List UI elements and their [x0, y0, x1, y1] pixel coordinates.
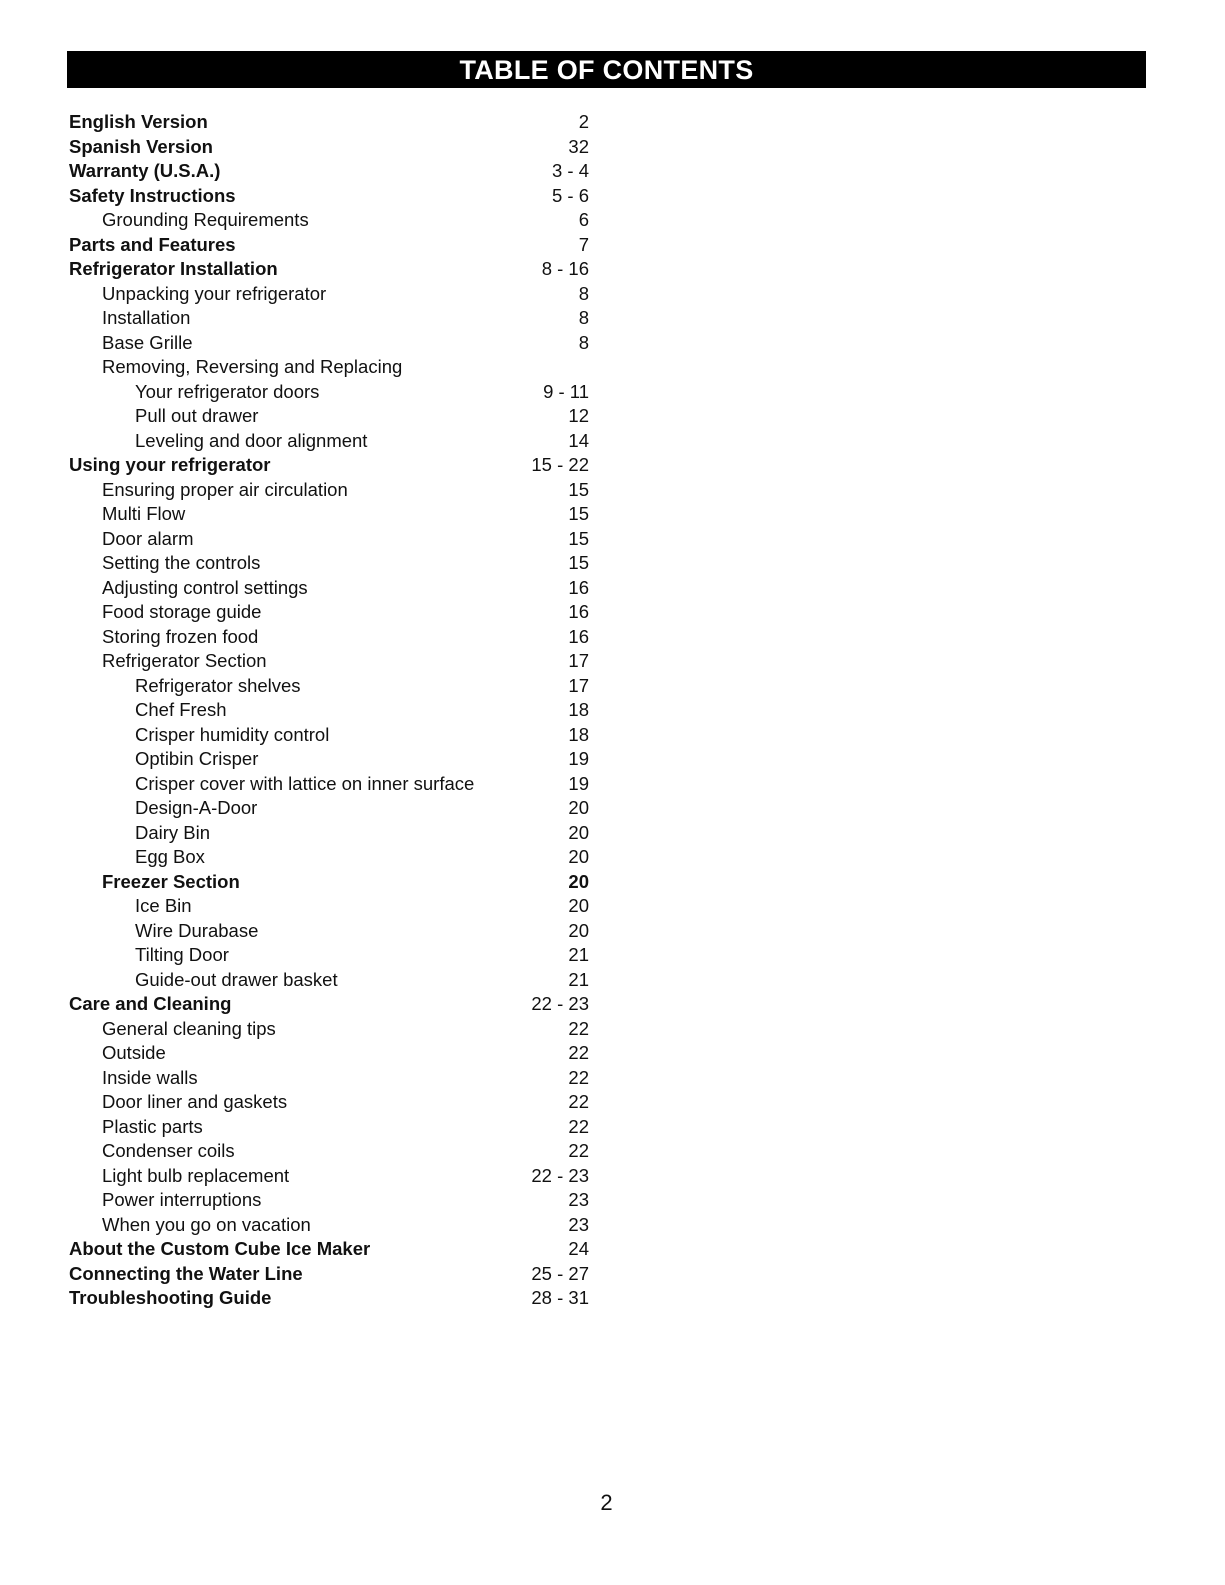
toc-entry-page: 20 [568, 870, 589, 892]
toc-entry-label: Chef Fresh [135, 699, 227, 720]
toc-entry-page: 25 - 27 [531, 1262, 589, 1284]
toc-entry-page: 20 [568, 895, 589, 916]
toc-entry-page: 21 [568, 968, 589, 990]
toc-entry-label: Egg Box [135, 846, 205, 867]
toc-entry-page: 15 [568, 552, 589, 573]
toc-entry [69, 1213, 589, 1238]
toc-entry [69, 821, 589, 846]
toc-entry [69, 282, 589, 307]
toc-entry-label: Unpacking your refrigerator [102, 282, 327, 304]
toc-entry-page: 22 [568, 1066, 589, 1088]
toc-entry [69, 478, 589, 503]
toc-entry-page: 20 [568, 919, 589, 941]
toc-entry [69, 306, 589, 331]
toc-entry [69, 110, 589, 135]
toc-entry-page: 5 - 6 [551, 184, 589, 206]
toc-entry-label: Parts and Features [69, 233, 236, 255]
toc-entry-page: 17 [568, 650, 589, 671]
toc-entry-label: Adjusting control settings [102, 576, 308, 598]
toc-entry [69, 698, 589, 723]
toc-entry-label: Design-A-Door [135, 797, 258, 818]
toc-entry-label: Connecting the Water Line [69, 1262, 303, 1284]
toc-entry [69, 551, 589, 576]
toc-entry [69, 404, 589, 429]
toc-entry [69, 355, 589, 380]
toc-entry-label: Removing, Reversing and Replacing [102, 356, 403, 377]
toc-entry-label: Installation [102, 307, 191, 328]
toc-entry-page: 3 - 4 [551, 160, 589, 181]
toc-entry [69, 600, 589, 625]
toc-entry-page: 22 [568, 1140, 589, 1161]
toc-entry-label: Leveling and door alignment [135, 429, 368, 451]
toc-entry-page: 23 [568, 1213, 589, 1235]
toc-entry-label: Tilting Door [135, 944, 229, 965]
toc-entry-page: 28 - 31 [531, 1287, 589, 1308]
toc-entry [69, 576, 589, 601]
toc-entry-page: 18 [568, 699, 589, 720]
toc-entry-label: Optibin Crisper [135, 748, 259, 769]
toc-entry-label: Your refrigerator doors [135, 380, 320, 402]
toc-entry-page: 22 [568, 1091, 589, 1112]
toc-entry-label: Care and Cleaning [69, 993, 232, 1014]
toc-entry [69, 1115, 589, 1140]
toc-entry-page: 16 [568, 625, 589, 647]
toc-entry-label: Using your refrigerator [69, 454, 271, 475]
toc-entry-label: Condenser coils [102, 1140, 235, 1161]
toc-entry-page: 20 [568, 846, 589, 867]
toc-entry-page: 22 - 23 [531, 993, 589, 1014]
toc-entry [69, 649, 589, 674]
toc-entry-page: 22 - 23 [531, 1164, 589, 1186]
toc-entry [69, 919, 589, 944]
toc-entry-label: Safety Instructions [69, 184, 236, 206]
toc-entry-label: Guide-out drawer basket [135, 968, 338, 990]
toc-entry [69, 1139, 589, 1164]
toc-entry-label: Multi Flow [102, 503, 186, 524]
toc-entry [69, 135, 589, 160]
toc-entry-page: 8 [578, 282, 589, 304]
toc-entry-page: 18 [568, 723, 589, 745]
toc-entry-page: 23 [568, 1189, 589, 1210]
toc-entry-label: About the Custom Cube Ice Maker [69, 1238, 371, 1259]
toc-entry [69, 1262, 589, 1287]
toc-entry-page: 22 [568, 1042, 589, 1063]
toc-entry [69, 159, 589, 184]
toc-entry-label: English Version [69, 111, 208, 132]
toc-entry [69, 184, 589, 209]
toc-entry-page: 12 [568, 405, 589, 426]
toc-entry [69, 1164, 589, 1189]
toc-entry-label: Refrigerator Installation [69, 258, 278, 279]
toc-entry [69, 723, 589, 748]
toc-entry-page: 14 [568, 429, 589, 451]
toc-entry [69, 1188, 589, 1213]
toc-entry-page: 9 - 11 [543, 380, 589, 402]
toc-entry-label: Crisper cover with lattice on inner surface [135, 772, 475, 794]
toc-entry-page: 2 [578, 111, 589, 132]
toc-entry-label: Grounding Requirements [102, 209, 309, 230]
toc-entry-page: 32 [568, 135, 589, 157]
toc-entry-label: Plastic parts [102, 1115, 203, 1137]
toc-entry-label: Light bulb replacement [102, 1164, 290, 1186]
toc-entry [69, 625, 589, 650]
toc-entry [69, 1041, 589, 1066]
toc-entry-page: 16 [568, 601, 589, 622]
toc-entry [69, 1017, 589, 1042]
toc-entry-label: Refrigerator shelves [135, 674, 301, 696]
toc-entry [69, 233, 589, 258]
toc-entry-label: General cleaning tips [102, 1017, 276, 1039]
toc-entry [69, 1090, 589, 1115]
toc-entry-page: 20 [568, 821, 589, 843]
toc-entry [69, 674, 589, 699]
toc-entry-label: Ice Bin [135, 895, 192, 916]
toc-entry [69, 772, 589, 797]
toc-entry-label: When you go on vacation [102, 1213, 311, 1235]
toc-entry [69, 992, 589, 1017]
page-title: TABLE OF CONTENTS [67, 51, 1146, 88]
toc-entry-page: 15 [568, 503, 589, 524]
toc-entry-label: Crisper humidity control [135, 723, 330, 745]
toc-entry [69, 429, 589, 454]
toc-entry-page: 19 [568, 772, 589, 794]
toc-entry [69, 1286, 589, 1311]
toc-entry-page: 15 [568, 527, 589, 549]
toc-entry-label: Door alarm [102, 527, 194, 549]
toc-entry-page: 15 [568, 478, 589, 500]
toc-entry [69, 943, 589, 968]
toc-entry-page: 16 [568, 576, 589, 598]
toc-entry-page: 8 [578, 331, 589, 353]
page-number: 2 [600, 1490, 613, 1515]
toc-entry-label: Dairy Bin [135, 821, 211, 843]
toc-entry-label: Warranty (U.S.A.) [69, 160, 221, 181]
toc-entry [69, 1237, 589, 1262]
toc-entry-label: Ensuring proper air circulation [102, 478, 348, 500]
table-of-contents [69, 110, 589, 1311]
toc-entry-label: Door liner and gaskets [102, 1091, 288, 1112]
toc-entry-label: Setting the controls [102, 552, 261, 573]
toc-entry-label: Wire Durabase [135, 919, 259, 941]
toc-entry-label: Inside walls [102, 1066, 198, 1088]
toc-entry-page: 15 - 22 [531, 454, 589, 475]
toc-entry [69, 796, 589, 821]
toc-entry [69, 845, 589, 870]
toc-entry [69, 747, 589, 772]
toc-entry-label: Spanish Version [69, 135, 213, 157]
toc-entry-label: Base Grille [102, 331, 193, 353]
toc-entry-page: 20 [568, 797, 589, 818]
toc-entry [69, 502, 589, 527]
toc-entry-label: Outside [102, 1042, 166, 1063]
toc-entry [69, 894, 589, 919]
toc-entry-page: 22 [568, 1017, 589, 1039]
toc-entry-page: 24 [568, 1238, 589, 1259]
toc-entry-page: 17 [568, 674, 589, 696]
toc-entry-label: Troubleshooting Guide [69, 1287, 272, 1308]
toc-entry-page: 19 [568, 748, 589, 769]
toc-entry-label: Power interruptions [102, 1189, 262, 1210]
toc-entry-page: 6 [578, 209, 589, 230]
toc-entry-label: Freezer Section [102, 870, 240, 892]
toc-entry-page: 22 [568, 1115, 589, 1137]
toc-entry [69, 870, 589, 895]
toc-entry [69, 968, 589, 993]
toc-entry [69, 257, 589, 282]
toc-entry [69, 453, 589, 478]
toc-entry-page: 8 - 16 [541, 258, 589, 279]
toc-entry-page: 21 [568, 944, 589, 965]
toc-entry [69, 208, 589, 233]
toc-entry-page: 7 [578, 233, 589, 255]
toc-entry [69, 1066, 589, 1091]
toc-entry-label: Food storage guide [102, 601, 262, 622]
toc-entry-label: Refrigerator Section [102, 650, 267, 671]
toc-entry-label: Pull out drawer [135, 405, 259, 426]
toc-entry [69, 331, 589, 356]
toc-entry-label: Storing frozen food [102, 625, 259, 647]
toc-entry-page: 8 [578, 307, 589, 328]
toc-entry [69, 527, 589, 552]
toc-entry [69, 380, 589, 405]
